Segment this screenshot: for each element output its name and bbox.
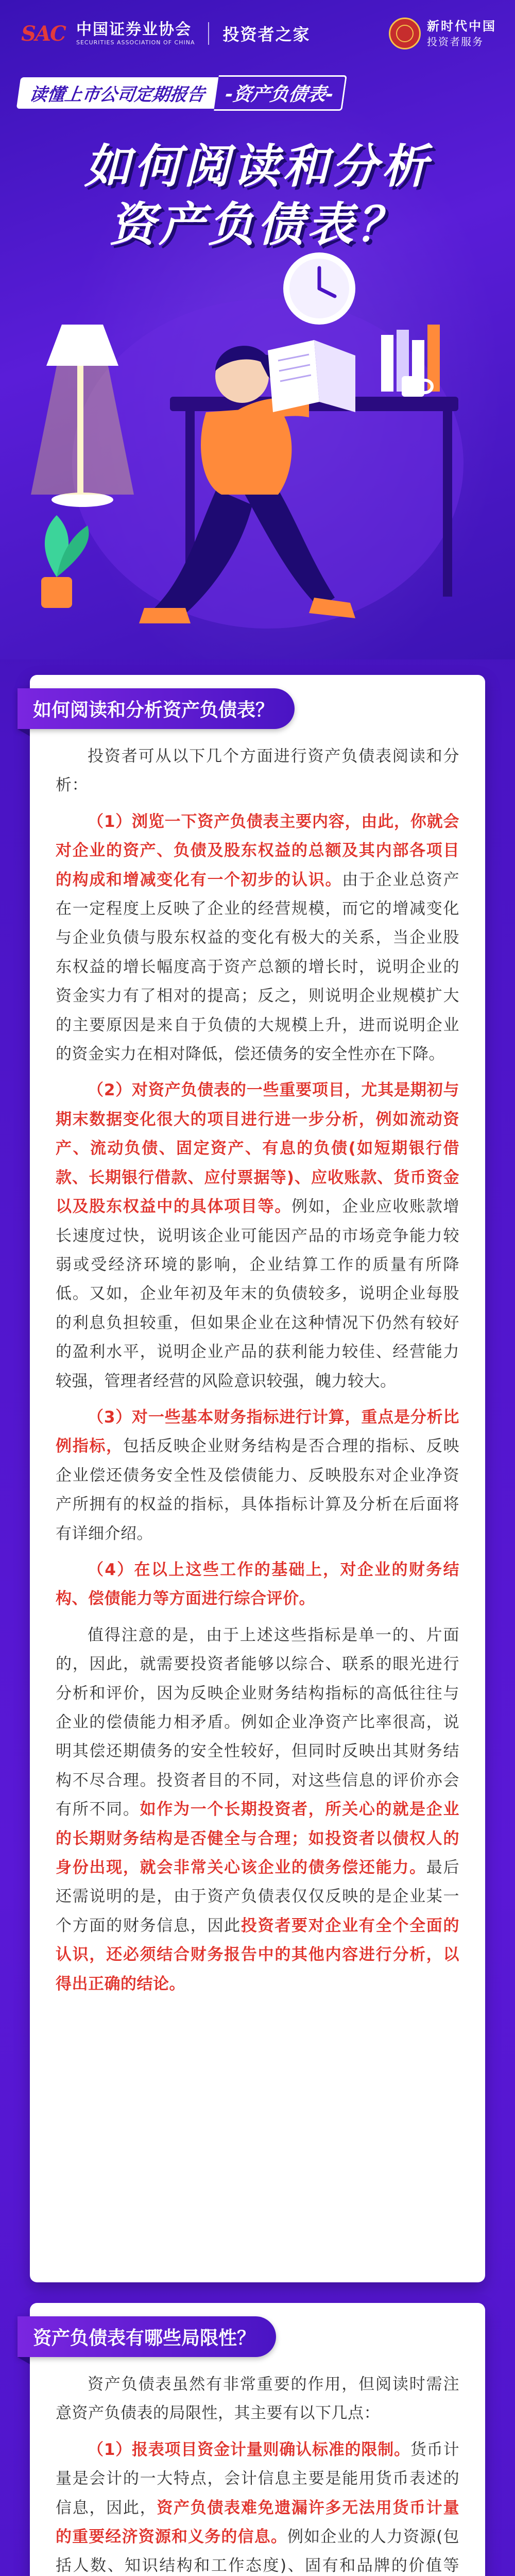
point4-heading: （4）在以上这些工作的基础上， xyxy=(88,1560,340,1579)
brand-divider xyxy=(208,22,209,45)
hero-banner xyxy=(0,0,515,659)
point1-lead: 由此，你就会对企业的资产、负债及股东权益的总额及其内部各项目的构成和增减变化有一个初步的认识。 xyxy=(56,812,459,889)
right-slogan-line1: 新时代中国 xyxy=(427,19,496,34)
seal-icon xyxy=(389,18,421,49)
series-subtitle: -资产负债表- xyxy=(214,75,347,111)
plant-icon xyxy=(41,515,89,608)
point2-body: 例如，企业应收账款增长速度过快，说明该企业可能因产品的市场竞争能力较弱或受经济环境的影响，企业结算工作的质量有所降低。又如，企业年初及年末的负债较多，说明企业每股的利息负担较重，但如果企业在这种情况下仍然有较好的盈利水平，说明企业产品的获利能力较佳、经营能力较强，管理者经营的风险意识较强，魄力较大。 xyxy=(56,1197,460,1391)
section1-point3 xyxy=(56,1403,459,1548)
clock-icon xyxy=(283,252,355,325)
point3-highlight: 分析比例指标， xyxy=(56,1408,460,1456)
point3-heading: （3）对一些基本财务指标进行计算，重点是 xyxy=(88,1408,410,1427)
reading-illustration xyxy=(0,247,515,659)
section2-intro: 资产负债表虽然有非常重要的作用，但阅读时需注意资产负债表的局限性，其主要有以下几点： xyxy=(56,2375,459,2423)
note-highlight: 如作为一个长期投资者，所关心的就是企业的长期财务结构是否健全与合理；如投资者以债权人的身份出现，就会非常关心该企业的债务偿还能力。 xyxy=(56,1800,460,1877)
brand-right xyxy=(389,18,496,49)
org-name-en: SECURITIES ASSOCIATION OF CHINA xyxy=(76,39,195,46)
series-banner xyxy=(19,75,345,111)
section1-point4 xyxy=(56,1555,459,1614)
limit1-heading: （1）报表项目资金计量则确认标准的限制。 xyxy=(88,2440,410,2459)
sac-logo-text: SAC xyxy=(21,21,65,46)
page-title xyxy=(0,138,515,254)
section-limitations xyxy=(30,2303,485,2576)
note-body: 值得注意的是，由于上述这些指标是单一的、片面的，因此，就需要投资者能够以综合、联系的眼光进行分析和评价，因为反映企业财务结构指标的高低往往与企业的偿债能力相矛盾。例如企业净资产比率很高，说明其偿还期债务的安全性较好，但同时反映出其财务结构不尽合理。投资者目的不同，对这些信息的评价亦会有所不同。 xyxy=(56,1625,459,1819)
sac-logo xyxy=(19,17,68,50)
page-title-line2: 资产负债表？ xyxy=(109,197,406,252)
top-bar xyxy=(0,0,515,67)
section-title-how-to-read: 如何阅读和分析资产负债表？ xyxy=(18,688,295,729)
note-body-2: 最后还需说明的是，由于资产负债表仅仅反映的是企业某一个方面的财务信息，因此 xyxy=(56,1858,459,1935)
page-title-line1: 如何阅读和分析 xyxy=(84,140,431,194)
section1-point1 xyxy=(56,807,459,1069)
section-how-to-read xyxy=(30,675,485,2282)
point2-highlight: 期初与期末数据变化很大的项目进行进一步分析，例如流动资产、流动负债、固定资产、有息的负债(如短期银行借款、长期银行借款、应付票据等)、应收账款、货币资金以及股东权益中的具体项目等。 xyxy=(56,1081,460,1216)
note-highlight-2: 投资者要对企业有全个全面的认识，还必须结合财务报告中的其他内容进行分析，以得出正确的结论。 xyxy=(56,1916,459,1993)
section1-note xyxy=(56,1621,459,1998)
point1-heading: （1）浏览一下资产负债表主要内容， xyxy=(88,812,362,831)
right-slogan-line2: 投资者服务 xyxy=(427,35,484,48)
section-title-limitations: 资产负债表有哪些局限性？ xyxy=(18,2316,276,2357)
point1-body: 由于企业总资产在一定程度上反映了企业的经营规模，而它的增减变化与企业负债与股东权益的变化有极大的关系，当企业股东权益的增长幅度高于资产总额的增长时，说明企业的资金实力有了相对的提高；反之，则说明企业规模扩大的主要原因是来自于负债的大规模上升，进而说明企业的资金实力在相对降低，偿还债务的安全性亦在下降。 xyxy=(56,870,460,1064)
brand-left xyxy=(19,17,310,50)
point4-highlight: 对企业的财务结构、偿债能力等方面进行综合评价。 xyxy=(56,1560,459,1608)
point2-heading: （2）对资产负债表的一些重要项目，尤其是 xyxy=(88,1081,410,1100)
section2-point1 xyxy=(56,2435,459,2576)
series-tag: 读懂上市公司定期报告 xyxy=(16,77,219,109)
limit1-body-2: 例如企业的人力资源(包括人数、知识结构和工作态度)、固有和品牌的价值等 xyxy=(56,2528,460,2575)
org-name xyxy=(76,21,195,46)
right-slogan xyxy=(427,19,496,48)
limit1-highlight: 资产负债表难免遗漏许多无法用货币计量的重要经济资源和义务的信息。 xyxy=(56,2498,460,2547)
section1-intro: 投资者可从以下几个方面进行资产负债表阅读和分析： xyxy=(56,747,459,795)
point3-body: 包括反映企业财务结构是否合理的指标、反映企业偿还债务安全性及偿债能力、反映股东对企业净资产所拥有的权益的指标，具体指标计算及分析在后面将有详细介绍。 xyxy=(56,1437,460,1543)
org-name-cn: 中国证券业协会 xyxy=(76,21,192,39)
limit1-body: 货币计量是会计的一大特点，会计信息主要是能用货币表述的信息，因此， xyxy=(56,2440,460,2517)
section1-point2 xyxy=(56,1076,459,1395)
investor-home-label: 投资者之家 xyxy=(222,25,311,44)
